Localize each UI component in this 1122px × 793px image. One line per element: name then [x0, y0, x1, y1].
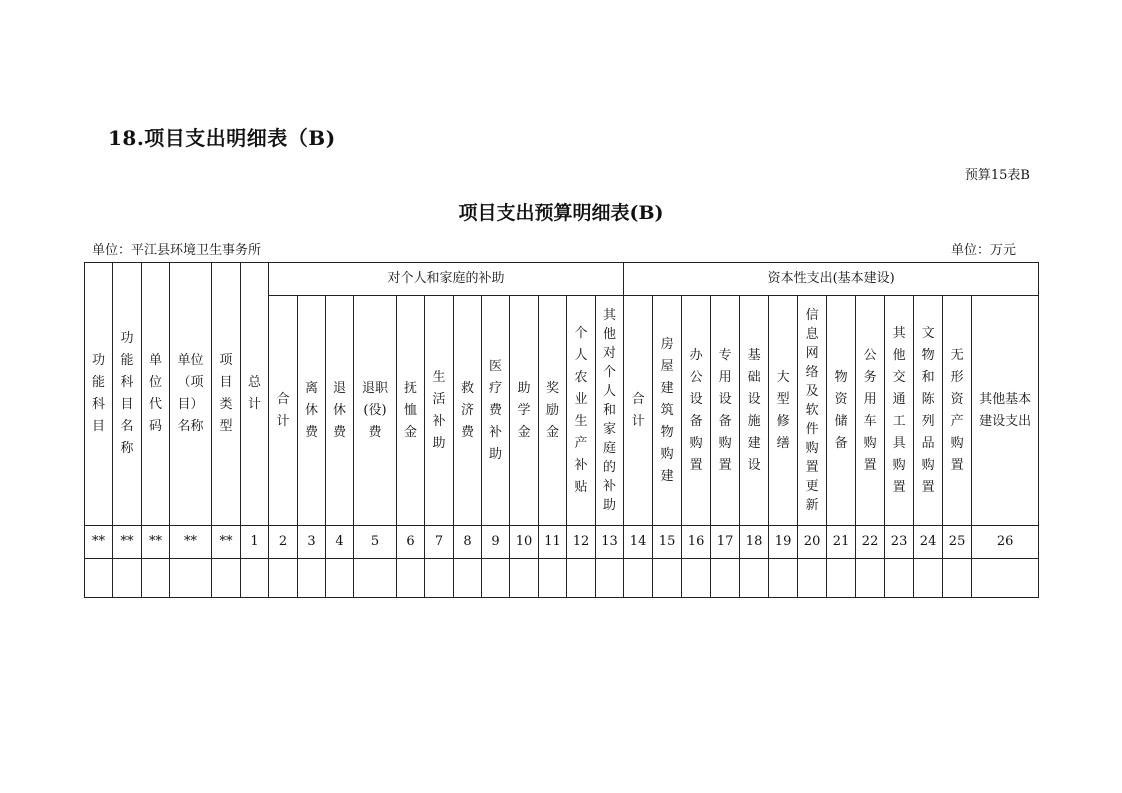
data-cell [682, 559, 711, 598]
data-cell [596, 559, 624, 598]
col-header-total: 总计 [241, 263, 269, 526]
group-header-personal-subsidy: 对个人和家庭的补助 [269, 263, 624, 296]
data-cell [212, 559, 241, 598]
col-header-retirement-fee: 离休费 [298, 296, 326, 526]
col-header-project-type: 项目类型 [212, 263, 241, 526]
code-cell: 16 [682, 526, 711, 559]
code-cell: ** [170, 526, 212, 559]
col-header-it-software: 信息网络及软件购置更新 [798, 296, 827, 526]
data-cell [914, 559, 943, 598]
data-cell [885, 559, 914, 598]
code-cell: 17 [711, 526, 740, 559]
code-cell: ** [113, 526, 142, 559]
col-header-other-transport: 其他交通工具购置 [885, 296, 914, 526]
col-header-agri-subsidy: 个人农业生产补贴 [567, 296, 596, 526]
data-cell [269, 559, 298, 598]
col-header-special-equipment: 专用设备购置 [711, 296, 740, 526]
column-code-row [85, 526, 1039, 559]
code-cell: 25 [943, 526, 972, 559]
col-header-scholarship: 助学金 [510, 296, 539, 526]
code-cell: 7 [425, 526, 454, 559]
code-cell: 11 [539, 526, 567, 559]
col-header-function-code: 功能科目 [85, 263, 113, 526]
col-header-building: 房屋建筑物购建 [653, 296, 682, 526]
col-header-unit-name: 单位（项目）名称 [170, 263, 212, 526]
col-header-medical-subsidy: 医疗费补助 [482, 296, 510, 526]
col-header-major-repair: 大型修缮 [769, 296, 798, 526]
data-cell [740, 559, 769, 598]
data-cell [943, 559, 972, 598]
col-header-function-name: 功能科目名称 [113, 263, 142, 526]
page-heading: 18.项目支出明细表（B) [108, 126, 336, 150]
code-cell: 8 [454, 526, 482, 559]
col-header-capital-subtotal: 合计 [624, 296, 653, 526]
code-cell: 15 [653, 526, 682, 559]
group-header-capital-expenditure: 资本性支出(基本建设) [624, 263, 1039, 296]
table-title: 项目支出预算明细表(B) [458, 202, 664, 224]
col-header-intangible-assets: 无形资产购置 [943, 296, 972, 526]
data-cell [113, 559, 142, 598]
code-cell: 18 [740, 526, 769, 559]
data-cell [972, 559, 1039, 598]
code-cell: 1 [241, 526, 269, 559]
col-header-living-subsidy: 生活补助 [425, 296, 454, 526]
code-cell: 12 [567, 526, 596, 559]
data-cell [624, 559, 653, 598]
code-cell: ** [85, 526, 113, 559]
code-cell: 2 [269, 526, 298, 559]
unit-currency: 单位：万元 [950, 243, 1016, 258]
data-cell [539, 559, 567, 598]
unit-organization: 单位：平江县环境卫生事务所 [92, 243, 262, 258]
data-cell [827, 559, 856, 598]
col-header-pension: 退休费 [326, 296, 354, 526]
col-header-other-capital: 其他基本建设支出 [972, 296, 1039, 526]
data-cell [354, 559, 397, 598]
col-header-reward: 奖励金 [539, 296, 567, 526]
col-header-unit-code: 单位代码 [142, 263, 170, 526]
col-header-compensation: 抚恤金 [397, 296, 425, 526]
data-cell [170, 559, 212, 598]
col-header-official-vehicle: 公务用车购置 [856, 296, 885, 526]
data-cell [298, 559, 326, 598]
code-cell: 6 [397, 526, 425, 559]
data-cell [482, 559, 510, 598]
code-cell: 24 [914, 526, 943, 559]
data-cell [653, 559, 682, 598]
data-cell [142, 559, 170, 598]
budget-table [84, 262, 1039, 598]
code-cell: 5 [354, 526, 397, 559]
data-cell [510, 559, 539, 598]
code-cell: 19 [769, 526, 798, 559]
data-cell [769, 559, 798, 598]
col-header-other-personal-subsidy: 其他对个人和家庭的补助 [596, 296, 624, 526]
data-cell [567, 559, 596, 598]
code-cell: ** [142, 526, 170, 559]
col-header-office-equipment: 办公设备购置 [682, 296, 711, 526]
col-header-resignation-fee: 退职(役)费 [354, 296, 397, 526]
data-cell [454, 559, 482, 598]
code-cell: 3 [298, 526, 326, 559]
code-cell: 14 [624, 526, 653, 559]
data-cell [425, 559, 454, 598]
code-cell: 23 [885, 526, 914, 559]
col-header-personal-subtotal: 合计 [269, 296, 298, 526]
table-row [85, 559, 1039, 598]
data-cell [397, 559, 425, 598]
code-cell: ** [212, 526, 241, 559]
data-cell [711, 559, 740, 598]
data-cell [856, 559, 885, 598]
col-header-cultural-relics: 文物和陈列品购置 [914, 296, 943, 526]
code-cell: 26 [972, 526, 1039, 559]
code-cell: 22 [856, 526, 885, 559]
data-cell [85, 559, 113, 598]
data-cell [798, 559, 827, 598]
form-number: 预算15表B [964, 168, 1030, 183]
col-header-infrastructure: 基础设施建设 [740, 296, 769, 526]
col-header-relief-fund: 救济费 [454, 296, 482, 526]
code-cell: 21 [827, 526, 856, 559]
data-cell [326, 559, 354, 598]
code-cell: 20 [798, 526, 827, 559]
code-cell: 9 [482, 526, 510, 559]
data-cell [241, 559, 269, 598]
col-header-material-reserve: 物资储备 [827, 296, 856, 526]
code-cell: 10 [510, 526, 539, 559]
code-cell: 4 [326, 526, 354, 559]
code-cell: 13 [596, 526, 624, 559]
